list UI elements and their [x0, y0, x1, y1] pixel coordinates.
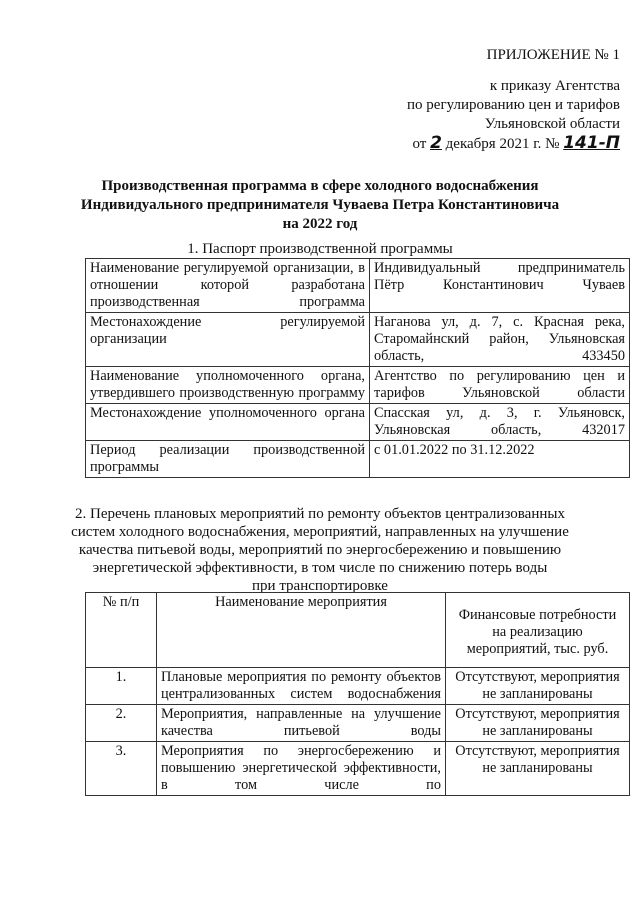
- title-line-2: Индивидуального предпринимателя Чуваева Петра Константиновича: [80, 197, 560, 213]
- row-label: Период реализации производственной программы: [86, 441, 370, 478]
- table-row: [86, 705, 630, 742]
- measures-table: [85, 592, 630, 796]
- table-row: [86, 742, 630, 796]
- row-name: Мероприятия, направленные на улучшение качества питьевой воды: [157, 705, 446, 742]
- row-fin: Отсутствуют, мероприятия не запланированы: [446, 705, 630, 742]
- appendix-title: ПРИЛОЖЕНИЕ № 1: [486, 47, 620, 63]
- appendix-header: [340, 46, 620, 154]
- section-2-heading: [40, 505, 600, 595]
- col-header-num: № п/п: [86, 593, 157, 668]
- appendix-line-3: Ульяновской области: [484, 116, 620, 132]
- row-num: 1.: [86, 668, 157, 705]
- date-day: 2: [430, 133, 442, 153]
- table-header-row: [86, 593, 630, 668]
- row-fin: Отсутствуют, мероприятия не запланированы: [446, 742, 630, 796]
- row-fin: Отсутствуют, мероприятия не запланированы: [446, 668, 630, 705]
- order-number: 141-П: [563, 133, 620, 153]
- section-2-heading-line: при транспортировке: [252, 578, 388, 594]
- col-header-name: Наименование мероприятия: [157, 593, 446, 668]
- row-name: Мероприятия по энергосбережению и повышению энергетической эффективности, в том числе по: [157, 742, 446, 796]
- title-line-3: на 2022 год: [282, 216, 358, 232]
- section-2-heading-line: систем холодного водоснабжения, мероприятий, направленных на улучшение: [71, 524, 569, 540]
- date-month-year: декабря 2021 г. №: [445, 136, 560, 152]
- appendix-line-1: к приказу Агентства: [489, 78, 620, 94]
- table-row: [86, 313, 630, 367]
- section-2-heading-line: качества питьевой воды, мероприятий по энергосбережению и повышению: [78, 542, 562, 558]
- col-header-fin: Финансовые потребности на реализацию мероприятий, тыс. руб.: [446, 593, 630, 668]
- row-label: Местонахождение регулируемой организации: [86, 313, 370, 367]
- appendix-date-line: [340, 134, 620, 154]
- row-name: Плановые мероприятия по ремонту объектов централизованных систем водоснабжения: [157, 668, 446, 705]
- row-label: Наименование уполномоченного органа, утвердившего производственную программу: [86, 367, 370, 404]
- section-1-heading: 1. Паспорт производственной программы: [187, 241, 453, 257]
- row-value: Наганова ул, д. 7, с. Красная река, Старомайнский район, Ульяновская область, 433450: [370, 313, 630, 367]
- appendix-line-2: по регулированию цен и тарифов: [407, 97, 620, 113]
- section-2-heading-line: 2. Перечень плановых мероприятий по ремонту объектов централизованных: [75, 506, 565, 522]
- row-value: Индивидуальный предприниматель Пётр Константинович Чуваев: [370, 259, 630, 313]
- row-label: Наименование регулируемой организации, в отношении которой разработана производственная программа: [86, 259, 370, 313]
- date-prefix: от: [412, 136, 427, 152]
- row-label: Местонахождение уполномоченного органа: [86, 404, 370, 441]
- title-line-1: Производственная программа в сфере холодного водоснабжения: [101, 178, 539, 194]
- table-row: [86, 668, 630, 705]
- row-value: Спасская ул, д. 3, г. Ульяновск, Ульяновская область, 432017: [370, 404, 630, 441]
- row-num: 3.: [86, 742, 157, 796]
- table-row: [86, 404, 630, 441]
- section-2-heading-line: энергетической эффективности, в том числе по снижению потерь воды: [92, 560, 548, 576]
- row-num: 2.: [86, 705, 157, 742]
- table-row: [86, 367, 630, 404]
- row-value: с 01.01.2022 по 31.12.2022: [370, 441, 630, 478]
- document-title: [40, 177, 600, 234]
- table-row: [86, 259, 630, 313]
- passport-table: [85, 258, 630, 478]
- table-row: [86, 441, 630, 478]
- row-value: Агентство по регулированию цен и тарифов Ульяновской области: [370, 367, 630, 404]
